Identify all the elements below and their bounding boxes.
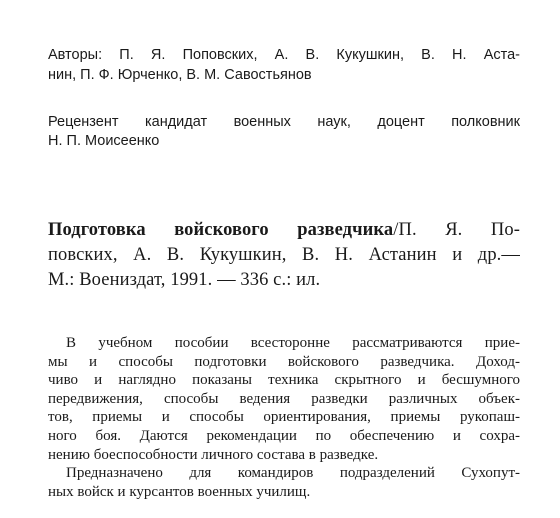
bibliographic-citation — [48, 218, 520, 293]
authors-line-1: Авторы: П. Я. Поповских, А. В. Кукушкин, В. Н. Аста- — [48, 47, 520, 63]
annotation-line-3: чиво и наглядно показаны техника скрытного и бесшумного — [48, 372, 520, 389]
annotation-line-1: В учебном пособии всесторонне рассматриваются прие- — [66, 335, 520, 351]
citation-line-1 — [48, 218, 520, 243]
annotation-line-2: мы и способы подготовки войскового разведчика. Доход- — [48, 353, 520, 370]
annotation-line-8: Предназначено для командиров подразделений Сухопут- — [66, 465, 520, 482]
annotation-line-5: тов, приемы и способы ориентирования, приемы рукопаш- — [48, 409, 520, 426]
authors-line-2: нин, П. Ф. Юрченко, В. М. Савостьянов — [48, 67, 312, 83]
annotation-block — [48, 334, 520, 501]
annotation-line-4: передвижения, способы ведения разведки различных объек- — [48, 390, 520, 407]
reviewer-line-1: Рецензент кандидат военных наук, доцент полковник — [48, 114, 520, 130]
citation-authors-start: /П. Я. По- — [393, 220, 520, 240]
annotation-line-7: нению боеспособности личного состава в разведке. — [48, 446, 379, 463]
authors-block — [48, 45, 520, 85]
citation-line-2: повских, А. В. Кукушкин, В. Н. Астанин и др.— — [48, 245, 520, 265]
citation-line-3: М.: Воениздат, 1991. — 336 с.: ил. — [48, 270, 321, 290]
annotation-line-6: ного боя. Даются рекомендации по обеспечению и сохра- — [48, 427, 520, 444]
annotation-line-9: ных войск и курсантов военных училищ. — [48, 483, 311, 500]
reviewer-line-2: Н. П. Моисеенко — [48, 133, 160, 149]
reviewer-block — [48, 113, 520, 151]
book-title: Подготовка войскового разведчика — [48, 220, 394, 240]
